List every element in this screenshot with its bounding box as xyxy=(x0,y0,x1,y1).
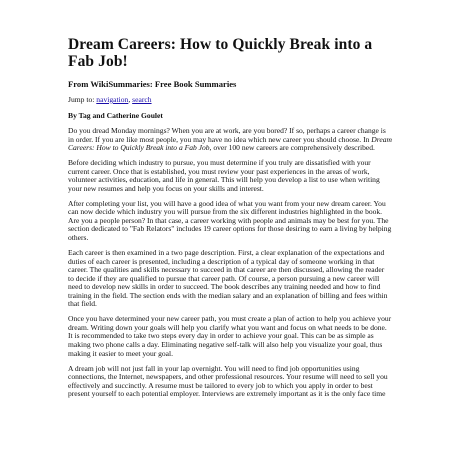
paragraph-2: Before deciding which industry to pursue, you must determine if you truly are dissatisfied with your current career. Once that is established, you must review your past experiences in the areas of work, volunteer activities, education, and life in general. This will help you develop a list to use when writing your new resumes and help you focus on your skills and interest. xyxy=(68,158,380,193)
page-title: Dream Careers: How to Quickly Break into a Fab Job! xyxy=(68,36,373,70)
search-link[interactable]: search xyxy=(132,95,152,104)
paragraph-6: A dream job will not just fall in your lap overnight. You will need to find job opportunities using connections, the Internet, newspapers, and other professional resources. Your resume will need to sell you effectively and succinctly. A resume must be tailored to every job to which you apply in order to best present yourself to each potential employer. Interviews are extremely important as it is the only face time xyxy=(68,363,388,399)
author-byline: By Tag and Catherine Goulet xyxy=(68,111,163,120)
paragraph-4: Each career is then examined in a two page description. First, a clear explanation of the expectations and duties of each career is presented, including a description of a typical day of someone working in that career. The qualities and skills necessary to succeed in that career are then discussed, allowing the reader to decide if they are qualified to pursue that career path. Of course, a person pursuing a new career will need to develop new skills in order to succeed. The book describes any training needed and how to find training in the field. The section ends with the median salary and an explanation of billing and fees within that field. xyxy=(68,248,388,309)
document-page xyxy=(68,36,392,405)
paragraph-intro xyxy=(68,127,392,153)
paragraph-text: Do you dread Monday mornings? When you are at work, are you bored? If so, perhaps a career change is in order. If you are like most people, you may have no idea which new career you should choose. In xyxy=(68,126,386,144)
paragraph-text: , over 100 new careers are comprehensively described. xyxy=(209,143,375,153)
paragraph-3: After completing your list, you will have a good idea of what you want from your new dream career. You can now decide which industry you will pursue from the six different industries highlighted in the book. Are you a people person? In that case, a career working with people and animals may be best for you. The section dedicated to "Fab Relators" includes 19 career options for those desiring to earn a living by helping others. xyxy=(68,198,392,243)
jump-to-label: Jump to: xyxy=(68,95,95,104)
navigation-link[interactable]: navigation xyxy=(96,95,129,104)
jump-to-bar xyxy=(68,95,392,104)
page-subtitle: From WikiSummaries: Free Book Summaries xyxy=(68,79,237,89)
book-title-italic: Dream Careers: How to Quickly Break into a Fab Job xyxy=(68,134,392,153)
paragraph-5: Once you have determined your new career path, you must create a plan of action to help you achieve your dream. Writing down your goals will help you clarify what you want and focus on what needs to be done. It is recommended to take two steps every day in order to achieve your goal. This can be as simple as making two phone calls a day. Eliminating negative self-talk will also help you visualize your goal, thus making it easier to meet your goal. xyxy=(68,314,392,358)
jump-separator: , xyxy=(128,95,131,104)
